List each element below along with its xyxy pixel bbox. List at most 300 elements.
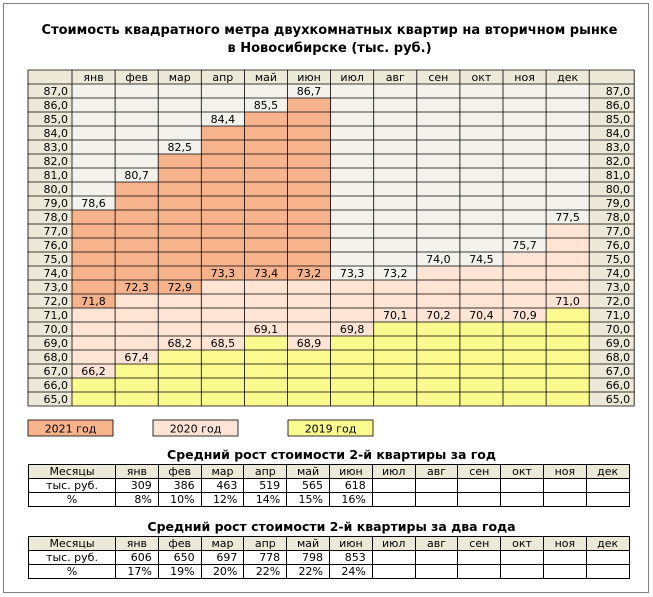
bar-cell xyxy=(417,168,460,182)
bar-cell xyxy=(158,392,201,406)
bar-cell xyxy=(244,238,287,252)
table2-cell: 778 xyxy=(244,551,287,565)
bar-cell xyxy=(72,98,115,112)
y-tick-label-left: 82,0 xyxy=(43,155,68,168)
y-tick-label-right: 65,0 xyxy=(605,393,631,406)
bar-cell xyxy=(374,196,417,210)
y-tick-label-left: 68,0 xyxy=(43,351,68,364)
data-label-2019: 68,5 xyxy=(210,337,236,350)
bar-cell xyxy=(72,224,115,238)
table2-cell xyxy=(415,565,458,579)
bar-cell xyxy=(244,392,287,406)
chart-header-row xyxy=(28,70,634,84)
bar-cell xyxy=(72,280,115,294)
bar-cell xyxy=(201,252,244,266)
table1-cell: 309 xyxy=(116,479,159,493)
table1-cell xyxy=(458,479,501,493)
bar-cell xyxy=(374,84,417,98)
bar-cell xyxy=(331,168,374,182)
table2-header-cell: дек xyxy=(586,537,629,551)
bar-cell xyxy=(460,238,503,252)
bar-cell xyxy=(503,378,546,392)
bar-cell xyxy=(460,322,503,336)
y-tick-label-right: 71,0 xyxy=(605,309,631,322)
table1-cell xyxy=(415,479,458,493)
table1-header-cell: янв xyxy=(116,465,159,479)
bar-cell xyxy=(331,196,374,210)
bar-cell xyxy=(158,154,201,168)
table2-header-cell: Месяцы xyxy=(29,537,116,551)
table2-cell xyxy=(543,551,586,565)
bar-cell xyxy=(244,196,287,210)
bar-cell xyxy=(546,168,589,182)
table2-cell xyxy=(458,565,501,579)
table1-row xyxy=(29,479,630,493)
bar-cell xyxy=(331,364,374,378)
bar-cell xyxy=(72,378,115,392)
bar-cell xyxy=(115,336,158,350)
bar-cell xyxy=(417,294,460,308)
table1-title: Средний рост стоимости 2-й квартиры за год xyxy=(167,447,496,462)
bar-cell xyxy=(417,224,460,238)
bar-cell xyxy=(115,238,158,252)
bar-cell xyxy=(546,238,589,252)
bar-cell xyxy=(288,364,331,378)
table1-cell xyxy=(543,479,586,493)
table2-cell: 22% xyxy=(244,565,287,579)
bar-cell xyxy=(546,336,589,350)
bar-cell xyxy=(201,378,244,392)
bar-cell xyxy=(158,308,201,322)
bar-cell xyxy=(72,84,115,98)
bar-cell xyxy=(115,392,158,406)
bar-cell xyxy=(546,252,589,266)
bar-cell xyxy=(331,140,374,154)
data-label-2021: 80,7 xyxy=(124,169,149,182)
bar-cell xyxy=(288,238,331,252)
bar-cell xyxy=(115,308,158,322)
bar-cell xyxy=(546,98,589,112)
table2-cell xyxy=(586,551,629,565)
bar-cell xyxy=(503,280,546,294)
bar-cell xyxy=(374,154,417,168)
bar-cell xyxy=(503,266,546,280)
table2-cell xyxy=(458,551,501,565)
table2-header-row xyxy=(29,537,630,551)
bar-cell xyxy=(331,392,374,406)
data-label-2020: 73,2 xyxy=(383,267,408,280)
y-tick-label-right: 73,0 xyxy=(605,281,631,294)
bar-cell xyxy=(417,392,460,406)
table1-row xyxy=(29,493,630,507)
bar-cell xyxy=(546,350,589,364)
bar-cell xyxy=(72,140,115,154)
bar-cell xyxy=(244,84,287,98)
bar-cell xyxy=(288,98,331,112)
y-tick-label-right: 66,0 xyxy=(605,379,631,392)
bar-cell xyxy=(374,364,417,378)
bar-cell xyxy=(288,112,331,126)
bar-cell xyxy=(503,210,546,224)
y-tick-label-left: 66,0 xyxy=(43,379,68,392)
bar-cell xyxy=(288,224,331,238)
bar-cell xyxy=(288,378,331,392)
table1-header-cell: мар xyxy=(201,465,244,479)
bar-cell xyxy=(503,252,546,266)
data-label-2020: 72,3 xyxy=(124,281,149,294)
table1-cell: 463 xyxy=(201,479,244,493)
bar-cell xyxy=(288,308,331,322)
table1-header-cell: авг xyxy=(415,465,458,479)
data-label-2019: 70,4 xyxy=(469,309,494,322)
bar-cell xyxy=(331,154,374,168)
bar-cell xyxy=(374,294,417,308)
bar-cell xyxy=(460,378,503,392)
table1-cell xyxy=(372,479,415,493)
bar-cell xyxy=(546,266,589,280)
bar-cell xyxy=(417,182,460,196)
bar-cell xyxy=(201,126,244,140)
bar-cell xyxy=(72,126,115,140)
x-tick-label: апр xyxy=(212,71,234,84)
table2-cell: 853 xyxy=(329,551,372,565)
chart-title-line2: в Новосибирске (тыс. руб.) xyxy=(227,41,432,56)
bar-cell xyxy=(331,224,374,238)
bar-cell xyxy=(201,392,244,406)
y-tick-label-right: 85,0 xyxy=(605,113,631,126)
bar-cell xyxy=(417,266,460,280)
bar-cell xyxy=(331,112,374,126)
data-label-2020: 74,5 xyxy=(469,253,494,266)
bar-cell xyxy=(331,98,374,112)
data-label-2019: 70,9 xyxy=(512,309,537,322)
bar-cell xyxy=(115,364,158,378)
x-tick-label: авг xyxy=(385,71,405,84)
table2-row-label: % xyxy=(29,565,116,579)
data-label-2019: 68,9 xyxy=(296,337,322,350)
table1-header-cell: окт xyxy=(501,465,544,479)
bar-cell xyxy=(460,280,503,294)
bar-cell xyxy=(503,84,546,98)
bar-cell xyxy=(244,336,287,350)
bar-cell xyxy=(503,168,546,182)
bar-cell xyxy=(158,378,201,392)
bar-cell xyxy=(546,364,589,378)
bar-cell xyxy=(244,182,287,196)
bar-cell xyxy=(158,224,201,238)
legend-label: 2021 год xyxy=(44,422,97,436)
table1-cell: 16% xyxy=(329,493,372,507)
y-tick-label-right: 76,0 xyxy=(605,239,631,252)
bar-cell xyxy=(288,196,331,210)
table2-header-cell: июл xyxy=(372,537,415,551)
bar-cell xyxy=(201,196,244,210)
bar-cell xyxy=(201,322,244,336)
x-tick-label: мар xyxy=(168,71,191,84)
y-tick-label-left: 81,0 xyxy=(43,169,68,182)
table1-header-cell: ноя xyxy=(543,465,586,479)
y-tick-label-left: 70,0 xyxy=(43,323,68,336)
y-tick-label-left: 87,0 xyxy=(43,85,68,98)
bar-cell xyxy=(115,98,158,112)
data-label-2021: 82,5 xyxy=(167,141,192,154)
y-tick-label-left: 67,0 xyxy=(43,365,68,378)
table1-cell: 519 xyxy=(244,479,287,493)
bar-cell xyxy=(158,252,201,266)
bar-cell xyxy=(115,322,158,336)
table2-header-cell: май xyxy=(287,537,330,551)
bar-cell xyxy=(331,336,374,350)
table2-header-cell: фев xyxy=(158,537,201,551)
bar-cell xyxy=(244,112,287,126)
bar-cell xyxy=(331,182,374,196)
bar-cell xyxy=(460,266,503,280)
y-tick-label-right: 78,0 xyxy=(605,211,631,224)
y-tick-label-right: 83,0 xyxy=(605,141,631,154)
bar-cell xyxy=(158,210,201,224)
legend-label: 2019 год xyxy=(304,422,357,436)
table1-cell: 14% xyxy=(244,493,287,507)
table1-header-cell: июл xyxy=(372,465,415,479)
data-label-2020: 73,3 xyxy=(339,267,365,280)
table2-cell xyxy=(501,551,544,565)
bar-cell xyxy=(158,238,201,252)
bar-cell xyxy=(374,126,417,140)
x-tick-label: окт xyxy=(471,71,492,84)
table2-header-cell: сен xyxy=(458,537,501,551)
y-tick-label-left: 85,0 xyxy=(43,113,68,126)
bar-cell xyxy=(460,294,503,308)
bar-cell xyxy=(158,182,201,196)
bar-cell xyxy=(374,210,417,224)
table2-cell: 650 xyxy=(158,551,201,565)
table2-cell: 17% xyxy=(116,565,159,579)
bar-cell xyxy=(244,350,287,364)
bar-cell xyxy=(374,224,417,238)
bar-cell xyxy=(460,224,503,238)
bar-cell xyxy=(244,308,287,322)
bar-cell xyxy=(503,350,546,364)
y-tick-label-right: 81,0 xyxy=(605,169,631,182)
table2-cell: 697 xyxy=(201,551,244,565)
bar-cell xyxy=(460,196,503,210)
table1-header-cell: дек xyxy=(586,465,629,479)
bar-cell xyxy=(546,112,589,126)
y-tick-label-right: 80,0 xyxy=(605,183,631,196)
y-tick-label-right: 68,0 xyxy=(605,351,631,364)
bar-cell xyxy=(503,364,546,378)
data-label-2019: 67,4 xyxy=(124,351,149,364)
table1-cell xyxy=(501,493,544,507)
y-tick-label-left: 73,0 xyxy=(43,281,68,294)
bar-cell xyxy=(331,294,374,308)
table1-cell: 15% xyxy=(287,493,330,507)
y-tick-label-left: 79,0 xyxy=(43,197,68,210)
bar-cell xyxy=(244,364,287,378)
bar-cell xyxy=(115,126,158,140)
bar-cell xyxy=(244,126,287,140)
bar-cell xyxy=(115,196,158,210)
table2-cell xyxy=(586,565,629,579)
bar-cell xyxy=(201,210,244,224)
table2-cell: 798 xyxy=(287,551,330,565)
data-label-2020: 74,0 xyxy=(426,253,451,266)
table2-cell xyxy=(415,551,458,565)
bar-cell xyxy=(244,140,287,154)
bar-cell xyxy=(374,392,417,406)
table2-header-cell: окт xyxy=(501,537,544,551)
bar-cell xyxy=(201,154,244,168)
bar-cell xyxy=(331,238,374,252)
data-label-2019: 70,1 xyxy=(383,309,408,322)
y-tick-label-right: 74,0 xyxy=(605,267,631,280)
bar-cell xyxy=(417,98,460,112)
bar-cell xyxy=(503,224,546,238)
y-tick-label-left: 75,0 xyxy=(43,253,68,266)
bar-cell xyxy=(503,182,546,196)
table1-header-cell: май xyxy=(287,465,330,479)
bar-cell xyxy=(72,252,115,266)
table1-header-cell: фев xyxy=(158,465,201,479)
bar-cell xyxy=(158,112,201,126)
table2-cell xyxy=(543,565,586,579)
bar-cell xyxy=(115,266,158,280)
y-tick-label-left: 83,0 xyxy=(43,141,68,154)
y-tick-label-right: 69,0 xyxy=(605,337,631,350)
table2-cell xyxy=(372,551,415,565)
bar-cell xyxy=(201,238,244,252)
bar-cell xyxy=(288,350,331,364)
bar-cell xyxy=(115,84,158,98)
y-tick-label-right: 67,0 xyxy=(605,365,631,378)
data-label-2019: 70,2 xyxy=(426,309,451,322)
growth-year-table xyxy=(28,464,630,507)
table2-row xyxy=(29,551,630,565)
bar-cell xyxy=(201,224,244,238)
bar-cell xyxy=(374,378,417,392)
data-label-2019: 69,1 xyxy=(253,323,279,336)
y-tick-label-right: 86,0 xyxy=(605,99,631,112)
bar-cell xyxy=(158,168,201,182)
bar-cell xyxy=(503,392,546,406)
table2-row-label: тыс. руб. xyxy=(29,551,116,565)
data-label-2019: 66,2 xyxy=(81,365,106,378)
y-tick-label-right: 77,0 xyxy=(605,225,631,238)
table2-header-cell: апр xyxy=(244,537,287,551)
x-tick-label: фев xyxy=(125,71,148,84)
bar-cell xyxy=(417,112,460,126)
table1-cell xyxy=(501,479,544,493)
y-tick-label-right: 84,0 xyxy=(605,127,631,140)
bar-cell xyxy=(72,182,115,196)
bar-cell xyxy=(244,224,287,238)
bar-cell xyxy=(288,126,331,140)
bar-cell xyxy=(201,140,244,154)
bar-cell xyxy=(331,252,374,266)
bar-cell xyxy=(331,210,374,224)
bar-cell xyxy=(460,98,503,112)
bar-cell xyxy=(158,322,201,336)
bar-cell xyxy=(503,154,546,168)
bar-cell xyxy=(417,350,460,364)
bar-cell xyxy=(158,126,201,140)
table1-cell xyxy=(586,479,629,493)
table2-header-cell: ноя xyxy=(543,537,586,551)
table1-header-cell: сен xyxy=(458,465,501,479)
y-tick-label-right: 72,0 xyxy=(605,295,631,308)
bar-cell xyxy=(288,140,331,154)
table2-header-cell: янв xyxy=(116,537,159,551)
table1-cell: 386 xyxy=(158,479,201,493)
bar-cell xyxy=(417,154,460,168)
bar-cell xyxy=(72,112,115,126)
table1-cell xyxy=(458,493,501,507)
bar-cell xyxy=(374,238,417,252)
table1-cell xyxy=(415,493,458,507)
bar-cell xyxy=(503,98,546,112)
bar-cell xyxy=(115,224,158,238)
data-label-2020: 73,2 xyxy=(296,267,322,280)
bar-cell xyxy=(331,378,374,392)
bar-cell xyxy=(115,378,158,392)
bar-cell xyxy=(201,308,244,322)
bar-cell xyxy=(460,364,503,378)
bar-cell xyxy=(374,182,417,196)
bar-cell xyxy=(115,112,158,126)
bar-cell xyxy=(546,182,589,196)
bar-cell xyxy=(546,280,589,294)
bar-cell xyxy=(72,266,115,280)
bar-cell xyxy=(331,350,374,364)
bar-cell xyxy=(417,280,460,294)
y-tick-label-right: 70,0 xyxy=(605,323,631,336)
bar-cell xyxy=(503,196,546,210)
table1-header-cell: Месяцы xyxy=(29,465,116,479)
bar-cell xyxy=(546,224,589,238)
bar-cell xyxy=(201,84,244,98)
bar-cell xyxy=(72,308,115,322)
table1-cell: 618 xyxy=(329,479,372,493)
bar-cell xyxy=(503,140,546,154)
bar-cell xyxy=(72,168,115,182)
bar-cell xyxy=(460,112,503,126)
bar-cell xyxy=(201,168,244,182)
bar-cell xyxy=(374,98,417,112)
y-tick-label-right: 75,0 xyxy=(605,253,631,266)
data-label-2019: 71,0 xyxy=(555,295,580,308)
y-tick-label-left: 84,0 xyxy=(43,127,68,140)
table1-cell: 565 xyxy=(287,479,330,493)
bar-cell xyxy=(374,350,417,364)
bar-cell xyxy=(374,336,417,350)
x-tick-label: май xyxy=(254,71,278,84)
bar-cell xyxy=(503,112,546,126)
data-label-2021: 86,7 xyxy=(296,85,322,98)
bar-cell xyxy=(158,98,201,112)
bar-cell xyxy=(417,336,460,350)
bar-cell xyxy=(417,378,460,392)
bar-cell xyxy=(460,126,503,140)
bar-cell xyxy=(288,294,331,308)
bar-cell xyxy=(115,294,158,308)
bar-cell xyxy=(546,84,589,98)
bar-cell xyxy=(244,294,287,308)
bar-cell xyxy=(201,364,244,378)
bar-cell xyxy=(331,84,374,98)
bar-cell xyxy=(72,350,115,364)
x-tick-label: июл xyxy=(340,71,364,84)
data-label-2020: 77,5 xyxy=(555,211,580,224)
